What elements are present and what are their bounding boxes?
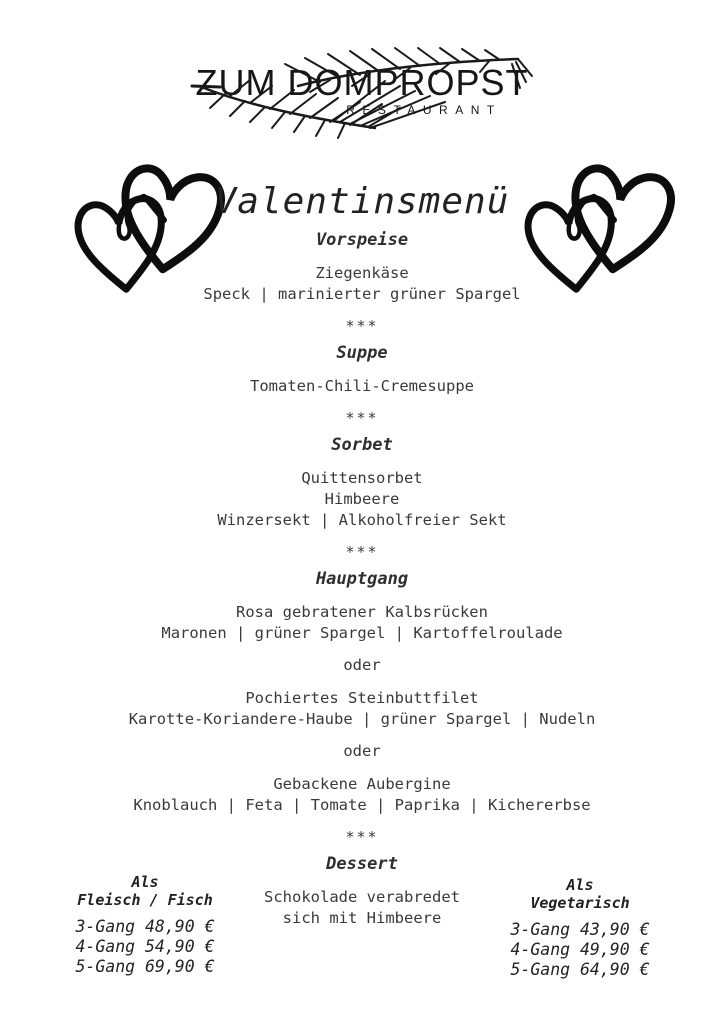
course-count-label: 3-Gang — [510, 920, 571, 939]
menu-item-line: Maronen | grüner Spargel | Kartoffelroulade — [161, 624, 563, 642]
menu-item-line: Gebackene Aubergine — [273, 775, 451, 793]
menu-item-line: sich mit Himbeere — [282, 909, 442, 927]
menu-item-line: Rosa gebratener Kalbsrücken — [236, 603, 488, 621]
price-row — [480, 940, 680, 960]
price-rows-left — [45, 917, 245, 977]
menu-item-line: Himbeere — [324, 490, 400, 508]
course-heading: Dessert — [326, 854, 398, 874]
price-row — [480, 920, 680, 940]
price-heading-bottom: Fleisch / Fisch — [77, 891, 213, 909]
price-heading-top: Als — [131, 873, 159, 891]
price-value: 69,90 € — [145, 957, 215, 976]
price-row — [480, 960, 680, 980]
menu-item-line: Winzersekt | Alkoholfreier Sekt — [217, 511, 507, 529]
course-count-label: 5-Gang — [510, 960, 571, 979]
price-value: 48,90 € — [145, 917, 215, 936]
course-count-label: 4-Gang — [75, 937, 136, 956]
course-count-label: 3-Gang — [75, 917, 136, 936]
course-heading: Hauptgang — [315, 569, 409, 589]
price-value: 64,90 € — [580, 960, 650, 979]
price-value: 43,90 € — [580, 920, 650, 939]
separator-stars: *** — [345, 409, 379, 427]
restaurant-subtitle: RESTAURANT — [346, 103, 502, 117]
price-heading-top: Als — [566, 876, 594, 894]
menu-item-line: Schokolade verabredet — [264, 888, 460, 906]
price-row — [45, 917, 245, 937]
price-row — [45, 937, 245, 957]
page-title: Valentinsmenü — [214, 181, 510, 222]
price-heading — [45, 873, 245, 909]
menu-item-line: Pochiertes Steinbuttfilet — [245, 689, 479, 707]
menu-item-line: Knoblauch | Feta | Tomate | Paprika | Kichererbse — [133, 796, 591, 814]
restaurant-logo — [0, 64, 724, 117]
menu-item-line: Karotte-Koriandere-Haube | grüner Spargel | Nudeln — [128, 710, 596, 728]
or-divider: oder — [343, 656, 381, 674]
course-count-label: 4-Gang — [510, 940, 571, 959]
separator-stars: *** — [345, 543, 379, 561]
price-block-vegetarian — [480, 876, 680, 980]
price-value: 49,90 € — [580, 940, 650, 959]
price-rows-right — [480, 920, 680, 980]
separator-stars: *** — [345, 317, 379, 335]
course-count-label: 5-Gang — [75, 957, 136, 976]
menu-item-line: Quittensorbet — [301, 469, 423, 487]
restaurant-name: ZUM DOMPROPST — [195, 62, 529, 103]
price-row — [45, 957, 245, 977]
course-heading: Vorspeise — [315, 230, 409, 250]
price-value: 54,90 € — [145, 937, 215, 956]
course-heading: Sorbet — [331, 435, 393, 455]
menu-blocks — [0, 230, 724, 929]
menu-column — [0, 180, 724, 929]
or-divider: oder — [343, 742, 381, 760]
menu-item-line: Ziegenkäse — [315, 264, 409, 282]
price-block-meat-fish — [45, 873, 245, 977]
menu-item-line: Speck | marinierter grüner Spargel — [203, 285, 521, 303]
price-heading-bottom: Vegetarisch — [530, 894, 630, 912]
menu-item-line: Tomaten-Chili-Cremesuppe — [250, 377, 474, 395]
price-heading — [480, 876, 680, 912]
separator-stars: *** — [345, 828, 379, 846]
course-heading: Suppe — [336, 343, 388, 363]
